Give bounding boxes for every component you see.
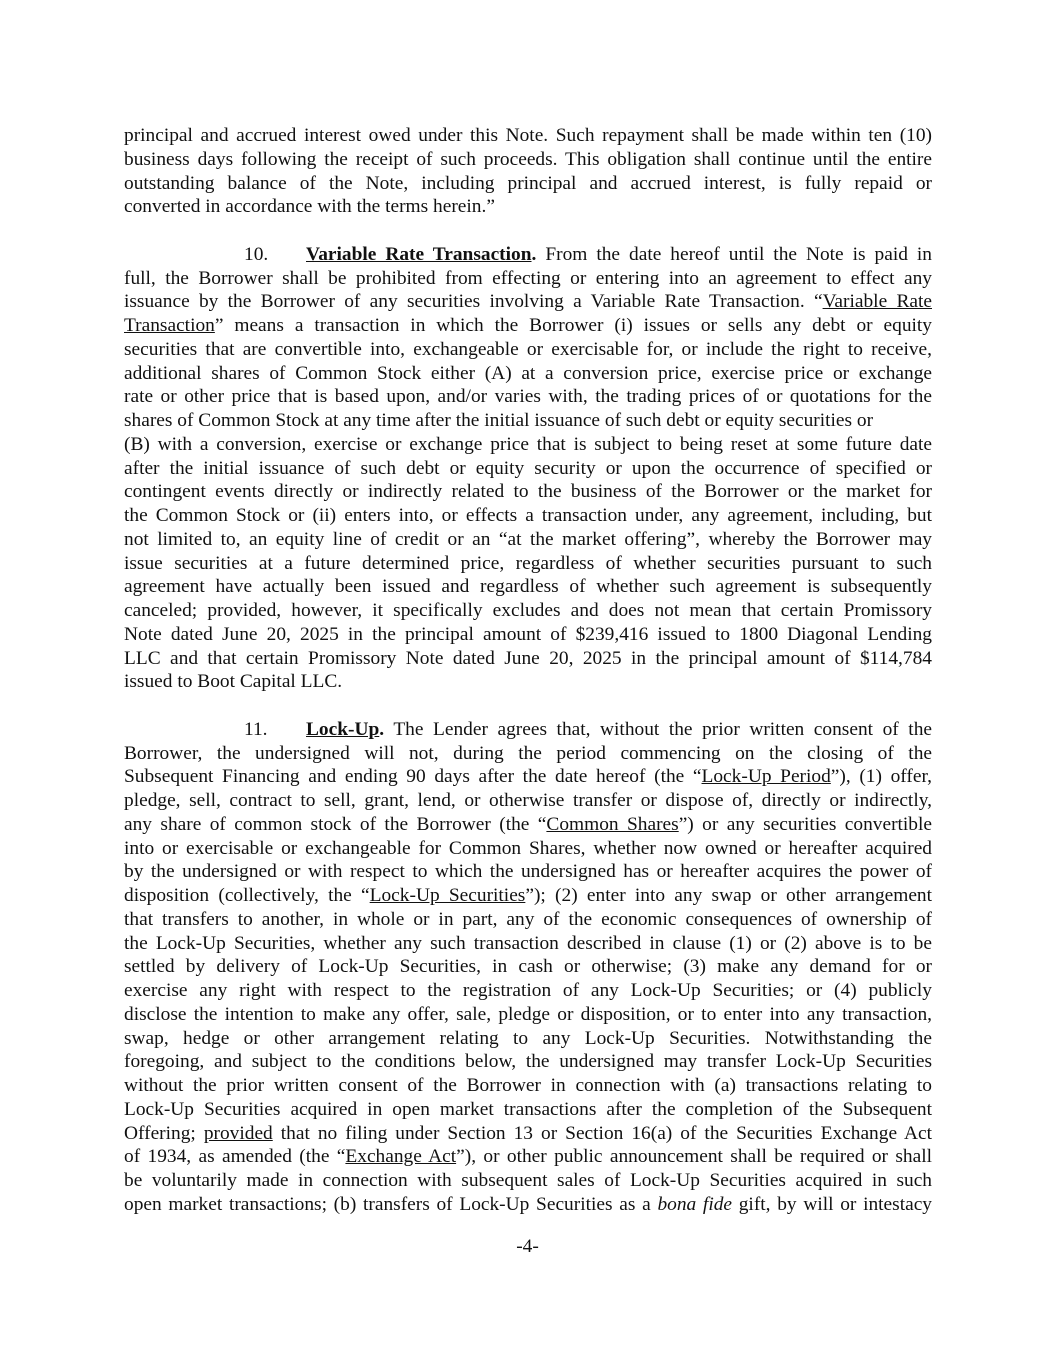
text-span: ”) or any securities convertible bbox=[678, 813, 932, 835]
section-number: 10. bbox=[244, 243, 269, 265]
text-line bbox=[124, 1145, 932, 1169]
text-span: From the date hereof until the Note is paid in bbox=[536, 243, 932, 265]
text-line: Note dated June 20, 2025 in the principal amount of $239,416 issued to 1800 Diagonal Lending bbox=[124, 623, 932, 645]
text-span: that no filing under Section 13 or Section 16(a) of the Securities Exchange Act bbox=[272, 1122, 932, 1144]
text-line bbox=[124, 243, 932, 267]
text-span: Offering; bbox=[124, 1122, 204, 1144]
text-line bbox=[124, 765, 932, 789]
defined-term: Transaction bbox=[124, 315, 215, 336]
text-line: issued to Boot Capital LLC. bbox=[124, 671, 343, 693]
text-line bbox=[124, 314, 932, 338]
text-span: of 1934, as amended (the “ bbox=[124, 1146, 346, 1168]
text-line: securities that are convertible into, exchangeable or exercisable for, or include the right to receive, bbox=[124, 338, 932, 360]
defined-term: Common Shares bbox=[546, 813, 679, 835]
text-line: without the prior written consent of the Borrower in connection with (a) transactions relating to bbox=[124, 1075, 932, 1096]
text-line: canceled; provided, however, it specifically excludes and does not mean that certain Promissory bbox=[124, 600, 932, 621]
text-line bbox=[124, 718, 932, 742]
text-span: issuance by the Borrower of any securities involving a Variable Rate Transaction. “ bbox=[124, 291, 823, 313]
text-line: disclose the intention to make any offer, sale, pledge or disposition, or to enter into any transaction, bbox=[124, 1003, 932, 1025]
continuation-paragraph bbox=[124, 124, 932, 219]
text-line: Borrower, the undersigned will not, during the period commencing on the closing of the bbox=[124, 742, 932, 764]
text-line: shares of Common Stock at any time after the initial issuance of such debt or equity securities or bbox=[124, 410, 874, 431]
text-line bbox=[124, 1193, 932, 1217]
text-line bbox=[124, 1122, 932, 1146]
defined-term: Variable Rate bbox=[822, 291, 932, 313]
text-line: LLC and that certain Promissory Note dated June 20, 2025 in the principal amount of $114,784 bbox=[124, 647, 932, 669]
text-line: by the undersigned or with respect to which the undersigned has or hereafter acquires the power of bbox=[124, 861, 932, 883]
section-number: 11. bbox=[244, 718, 268, 740]
section-10-paragraph bbox=[124, 243, 932, 694]
text-line: (B) with a conversion, exercise or exchange price that is subject to being reset at some future date bbox=[124, 433, 932, 455]
section-heading: Variable Rate Transaction bbox=[306, 243, 532, 265]
text-span: Subsequent Financing and ending 90 days after the date hereof (the “ bbox=[124, 766, 702, 788]
text-line: full, the Borrower shall be prohibited from effecting or entering into an agreement to effect any bbox=[124, 267, 932, 289]
defined-term: Exchange Act bbox=[345, 1146, 457, 1168]
text-line: principal and accrued interest owed under this Note. Such repayment shall be made within ten (10) bbox=[124, 125, 932, 146]
text-line: swap, hedge or other arrangement relating to any Lock-Up Securities. Notwithstanding the bbox=[124, 1027, 932, 1049]
text-line: that transfers to another, in whole or in part, any of the economic consequences of ownership of bbox=[124, 908, 932, 930]
section-11-paragraph bbox=[124, 718, 932, 1217]
text-line: settled by delivery of Lock-Up Securities, in cash or otherwise; (3) make any demand for or bbox=[124, 956, 932, 978]
text-line: issue securities at a future determined price, regardless of whether securities pursuant to such bbox=[124, 552, 932, 574]
text-line: foregoing, and subject to the conditions below, the undersigned may transfer Lock-Up Securities bbox=[124, 1051, 932, 1073]
text-line: the Common Stock or (ii) enters into, or effects a transaction under, any agreement, including, but bbox=[124, 505, 932, 526]
text-line bbox=[124, 813, 932, 837]
text-line: agreement have actually been issued and regardless of whether such agreement is subsequently bbox=[124, 576, 932, 598]
text-span: ”), (1) offer, bbox=[830, 766, 932, 788]
document-page bbox=[124, 124, 932, 1217]
text-span: The Lender agrees that, without the prior written consent of the bbox=[384, 718, 932, 740]
text-line: outstanding balance of the Note, including principal and accrued interest, is fully repaid or bbox=[124, 172, 932, 194]
text-line: the Lock-Up Securities, whether any such transaction described in clause (1) or (2) above is to be bbox=[124, 932, 932, 954]
text-line: be voluntarily made in connection with subsequent sales of Lock-Up Securities acquired in such bbox=[124, 1170, 932, 1191]
text-line: after the initial issuance of such debt or equity security or upon the occurrence of specified or bbox=[124, 457, 932, 479]
text-span: ” means a transaction in which the Borrower (i) issues or sells any debt or equity bbox=[214, 315, 932, 336]
text-line: business days following the receipt of such proceeds. This obligation shall continue until the entire bbox=[124, 148, 932, 170]
text-span: any share of common stock of the Borrower (the “ bbox=[124, 813, 547, 835]
text-line: exercise any right with respect to the registration of any Lock-Up Securities; or (4) publicly bbox=[124, 980, 932, 1001]
text-line bbox=[124, 290, 932, 314]
text-span: open market transactions; (b) transfers of Lock-Up Securities as a bbox=[124, 1193, 658, 1215]
text-line: rate or other price that is based upon, and/or varies with, the trading prices of or quotations for the bbox=[124, 386, 932, 408]
page-number: -4- bbox=[516, 1236, 539, 1257]
text-span: gift, by will or intestacy bbox=[732, 1193, 932, 1215]
section-heading: Lock-Up bbox=[306, 718, 380, 740]
text-line: into or exercisable or exchangeable for Common Shares, whether now owned or hereafter acquired bbox=[124, 837, 932, 859]
heading-punct: . bbox=[531, 243, 537, 265]
text-line: not limited to, an equity line of credit or an “at the market offering”, whereby the Borrower may bbox=[124, 528, 932, 550]
defined-term: Lock-Up Securities bbox=[369, 885, 526, 906]
text-span: disposition (collectively, the “ bbox=[124, 885, 370, 906]
defined-term: provided bbox=[203, 1122, 273, 1144]
italic-term: bona fide bbox=[657, 1193, 733, 1215]
text-line: contingent events directly or indirectly related to the business of the Borrower or the market for bbox=[124, 481, 932, 503]
text-span: ”); (2) enter into any swap or other arrangement bbox=[525, 885, 933, 906]
text-line: converted in accordance with the terms herein.” bbox=[124, 196, 495, 218]
heading-punct: . bbox=[379, 718, 385, 740]
text-line: pledge, sell, contract to sell, grant, lend, or otherwise transfer or dispose of, directly or indirectly, bbox=[124, 790, 932, 811]
text-line: additional shares of Common Stock either (A) at a conversion price, exercise price or exchange bbox=[124, 362, 932, 384]
text-span: ”), or other public announcement shall be required or shall bbox=[456, 1146, 932, 1168]
defined-term: Lock-Up Period bbox=[701, 766, 831, 788]
text-line: Lock-Up Securities acquired in open market transactions after the completion of the Subsequent bbox=[124, 1098, 932, 1120]
text-line bbox=[124, 884, 932, 908]
